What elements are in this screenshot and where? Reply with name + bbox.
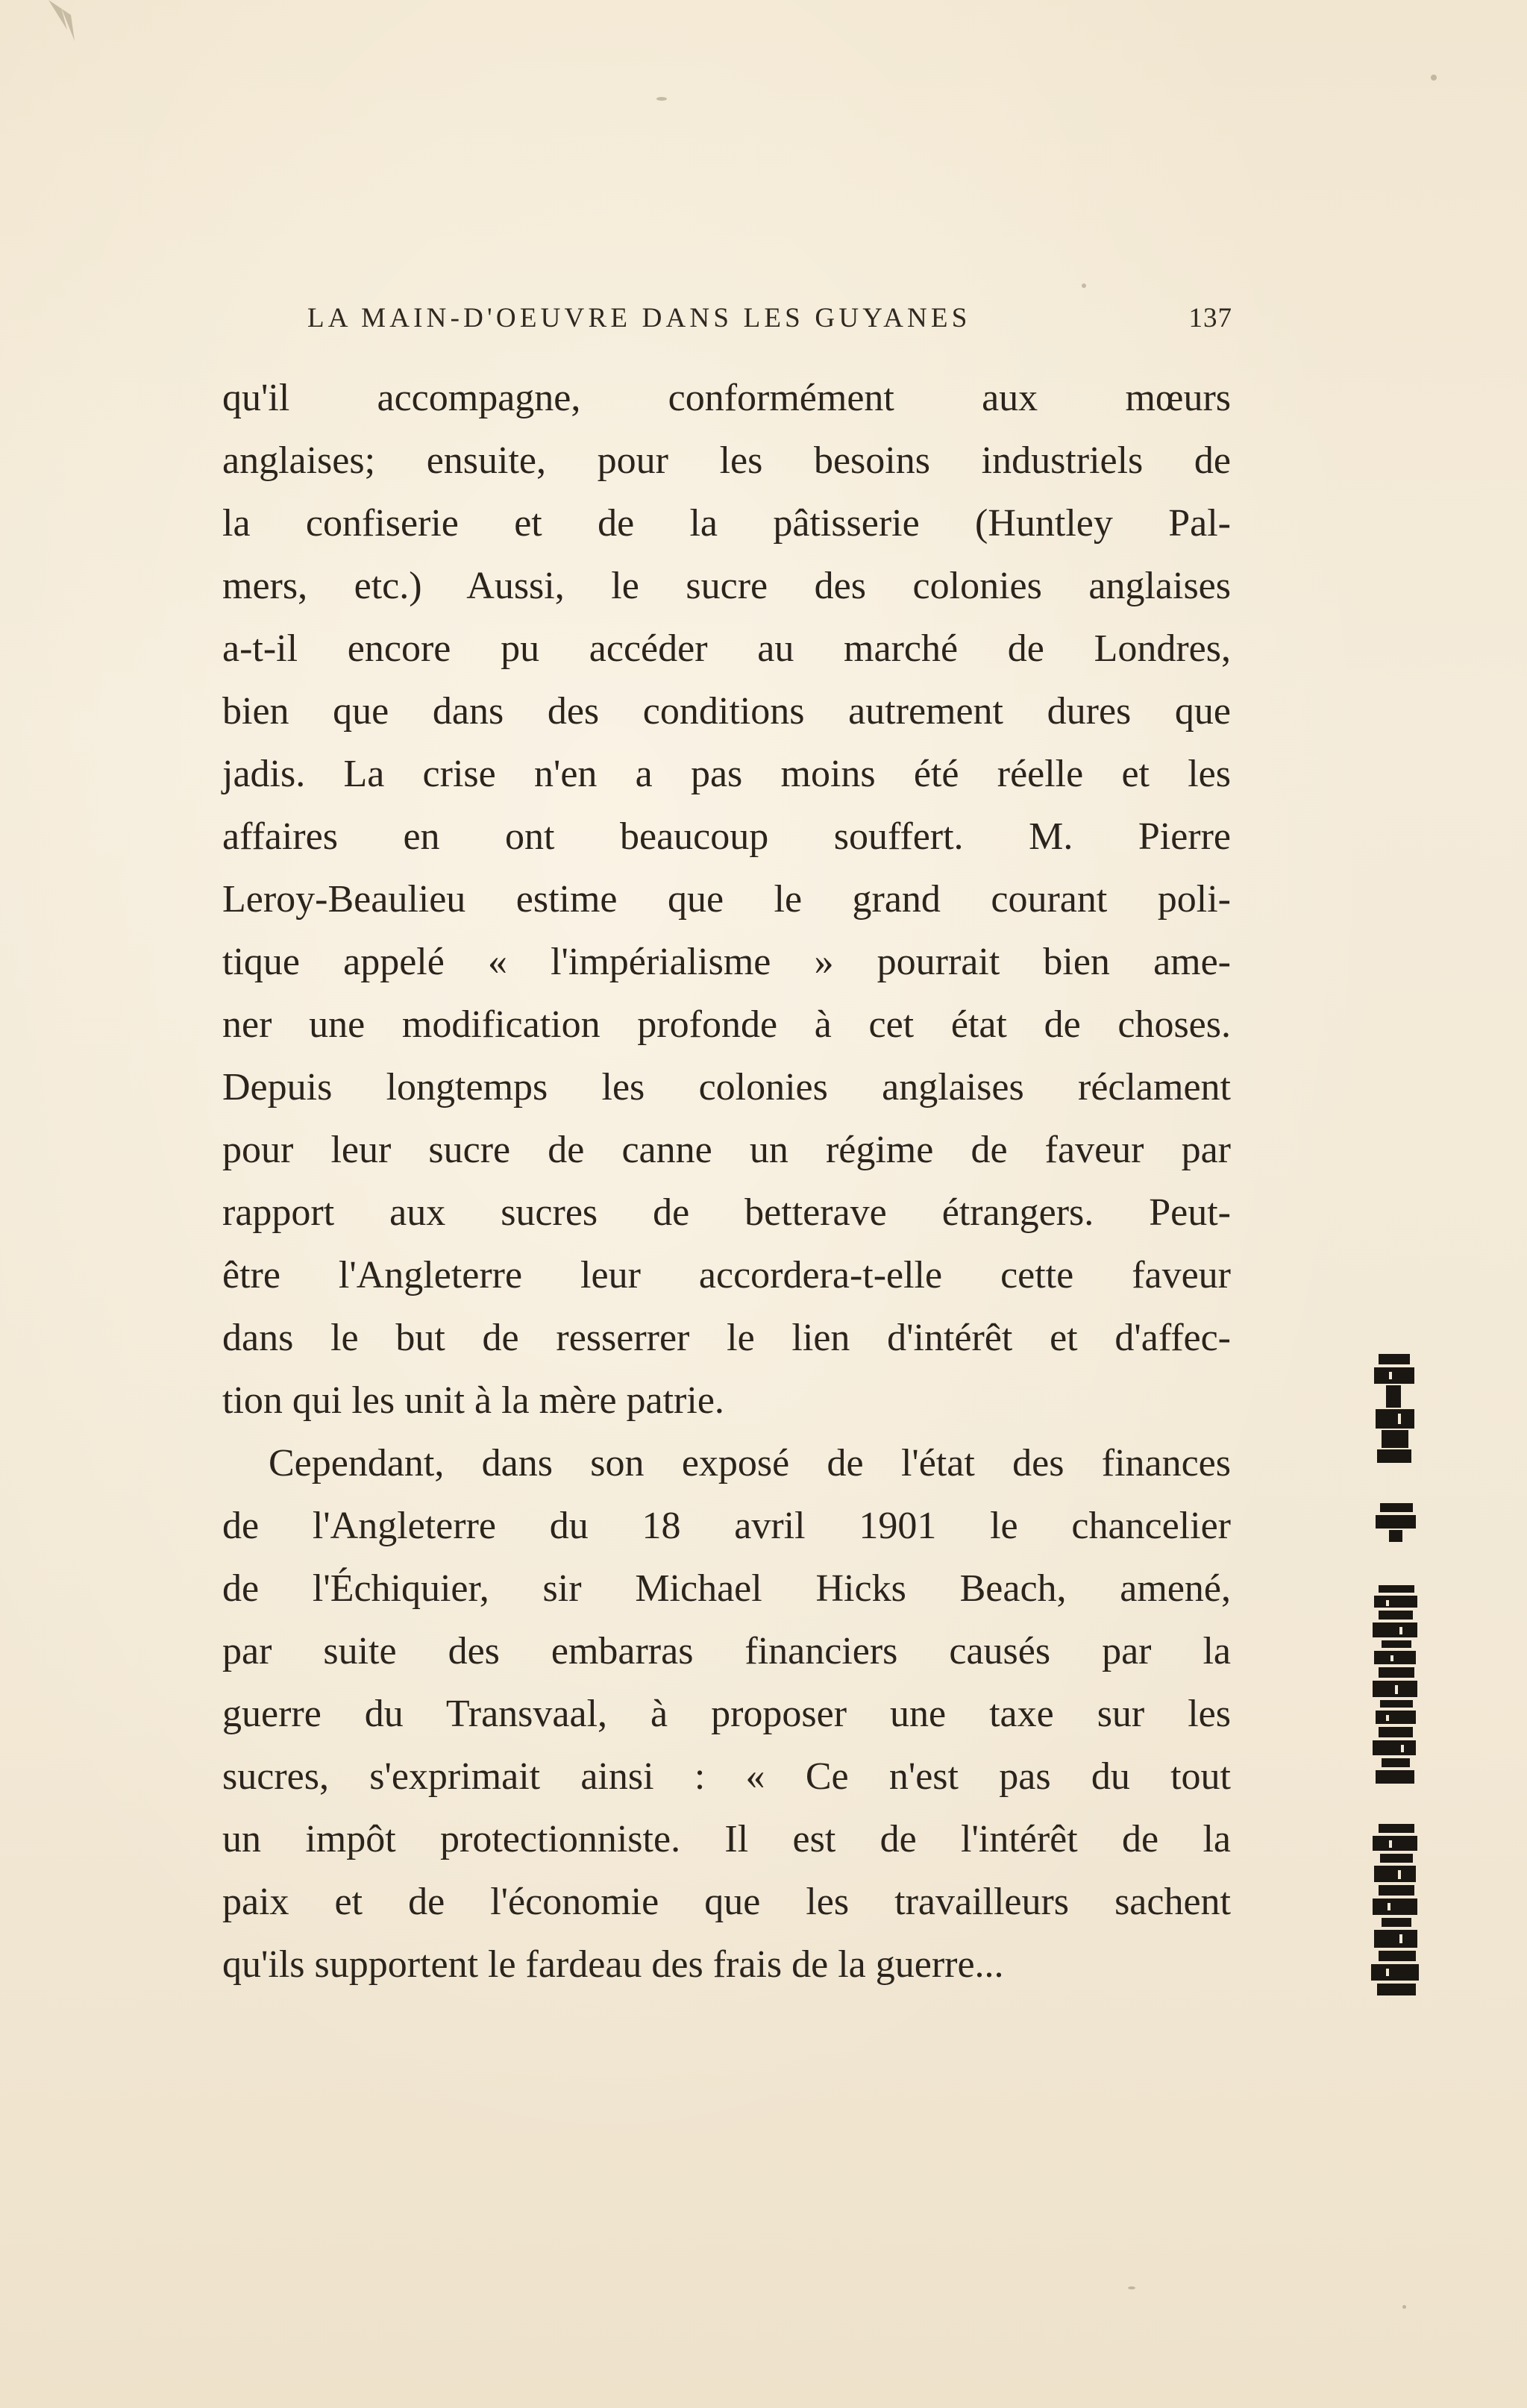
text-line: guerre du Transvaal, à proposer une taxe sur les	[222, 1693, 1231, 1735]
text-line: tique appelé « l'impérialisme » pourrait bien ame-	[222, 941, 1231, 983]
paper-speck	[1431, 75, 1437, 81]
text-line: Leroy-Beaulieu estime que le grand courant poli-	[222, 878, 1231, 921]
text-line: dans le but de resserrer le lien d'intérêt et d'affec-	[222, 1317, 1231, 1359]
text-line: mers, etc.) Aussi, le sucre des colonies anglaises	[222, 565, 1231, 607]
text-line: bien que dans des conditions autrement dures que	[222, 690, 1231, 733]
paragraph-end-line: tion qui les unit à la mère patrie.	[222, 1379, 724, 1422]
library-stamp-icon	[1356, 1339, 1438, 2010]
paragraph-start-line: Cependant, dans son exposé de l'état des finances	[269, 1442, 1231, 1484]
body-text	[222, 367, 1231, 1996]
text-line: être l'Angleterre leur accordera-t-elle cette faveur	[222, 1254, 1231, 1297]
text-line: rapport aux sucres de betterave étrangers. Peut-	[222, 1191, 1231, 1234]
text-line: Depuis longtemps les colonies anglaises réclament	[222, 1066, 1231, 1109]
text-line: ner une modification profonde à cet état de choses.	[222, 1003, 1231, 1046]
text-line: affaires en ont beaucoup souffert. M. Pierre	[222, 815, 1231, 858]
running-head-title: LA MAIN-D'OEUVRE DANS LES GUYANES	[307, 303, 971, 333]
paper-speck	[1402, 2305, 1406, 2309]
text-line: un impôt protectionniste. Il est de l'intérêt de la	[222, 1818, 1231, 1860]
text-line: qu'il accompagne, conformément aux mœurs	[222, 377, 1231, 419]
text-line: par suite des embarras financiers causés par la	[222, 1630, 1231, 1672]
page-number: 137	[1188, 303, 1232, 333]
text-line: de l'Échiquier, sir Michael Hicks Beach, amené,	[222, 1567, 1231, 1610]
text-line: anglaises; ensuite, pour les besoins industriels de	[222, 439, 1231, 482]
text-line: paix et de l'économie que les travailleurs sachent	[222, 1881, 1231, 1923]
text-line: de l'Angleterre du 18 avril 1901 le chancelier	[222, 1505, 1231, 1547]
paper-speck	[656, 97, 667, 101]
text-line: la confiserie et de la pâtisserie (Huntley Pal-	[222, 502, 1231, 545]
running-head	[307, 300, 1232, 337]
corner-tear-mark	[45, 0, 90, 52]
text-line: pour leur sucre de canne un régime de faveur par	[222, 1129, 1231, 1171]
text-line: jadis. La crise n'en a pas moins été réelle et les	[222, 753, 1231, 795]
text-line: a-t-il encore pu accéder au marché de Londres,	[222, 627, 1231, 670]
text-line: sucres, s'exprimait ainsi : « Ce n'est pas du tout	[222, 1755, 1231, 1798]
paper-speck	[1082, 283, 1086, 288]
text-line: qu'ils supportent le fardeau des frais de la guerre...	[222, 1943, 1004, 1986]
paper-speck	[1128, 2286, 1135, 2289]
